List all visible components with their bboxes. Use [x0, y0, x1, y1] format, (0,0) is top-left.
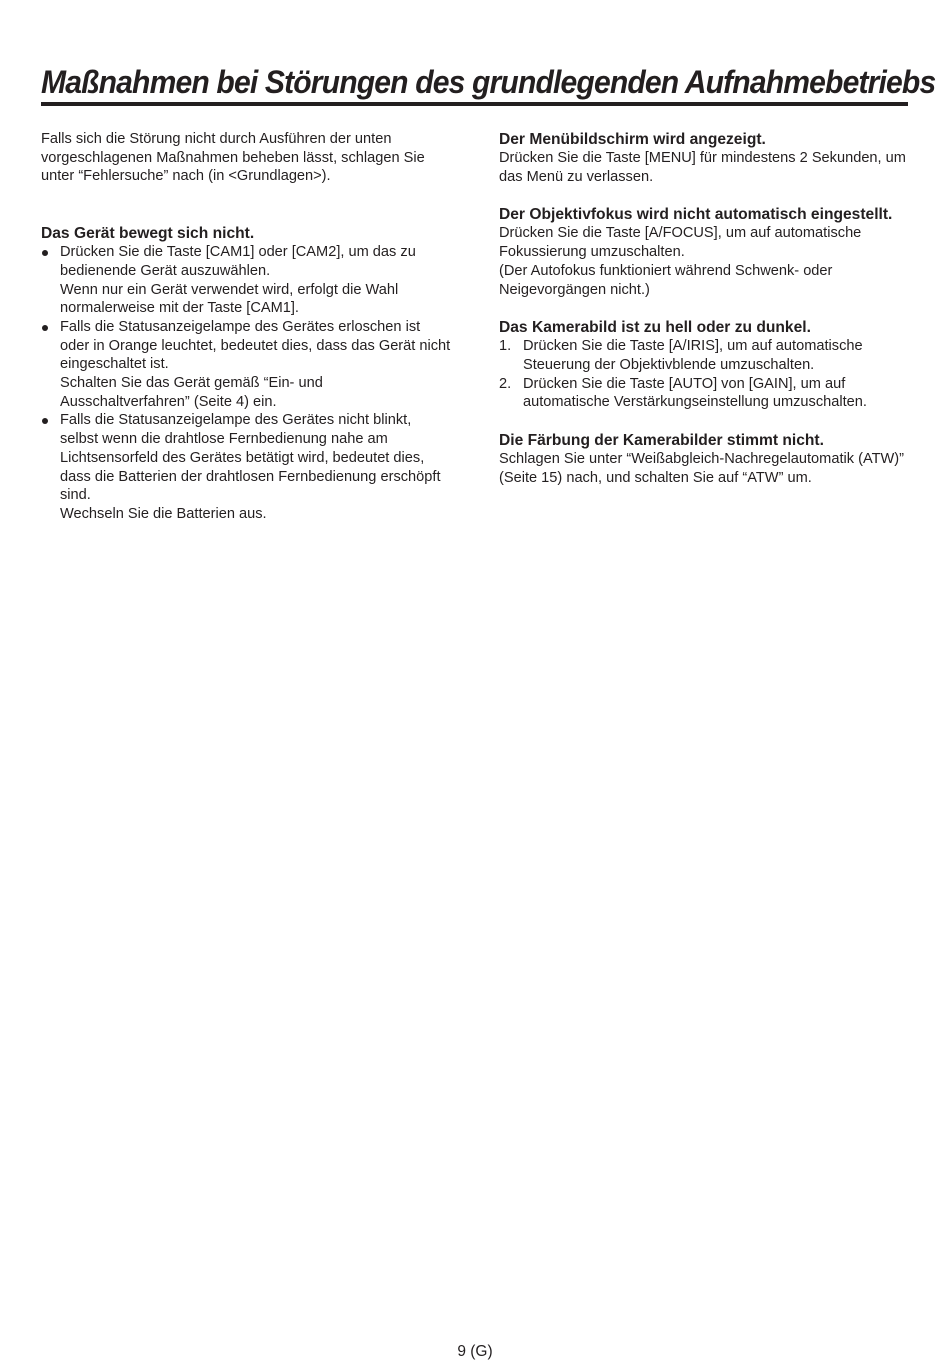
bullet-list: [41, 243, 451, 524]
section-lens-focus: [499, 205, 909, 299]
bullet-icon: [42, 325, 48, 331]
section-menu-screen: [499, 130, 909, 186]
section-heading: Der Objektivfokus wird nicht automatisch eingestellt.: [499, 206, 893, 224]
section-heading: Das Kamerabild ist zu hell oder zu dunkel.: [499, 319, 811, 337]
section-body: Drücken Sie die Taste [MENU] für mindestens 2 Sekunden, um das Menü zu verlassen.: [499, 150, 906, 185]
bullet-item: [41, 411, 451, 523]
bullet-icon: [42, 250, 48, 256]
section-heading: Der Menübildschirm wird angezeigt.: [499, 131, 766, 148]
page-number: 9 (G): [457, 1343, 493, 1360]
page-title: Maßnahmen bei Störungen des grundlegenden Aufnahmebetriebs: [41, 64, 936, 100]
left-column: [41, 130, 451, 543]
bullet-text: Drücken Sie die Taste [CAM1] oder [CAM2], um das zu bedienende Gerät auszuwählen.: [60, 244, 416, 279]
section-device-not-moving: [41, 224, 451, 524]
title-underline: [41, 102, 908, 106]
intro-paragraph: Falls sich die Störung nicht durch Ausführen der unten vorgeschlagenen Maßnahmen beheben lässt, schlagen Sie unter “Fehlersuche” nach (in <Grundlagen>).: [41, 131, 425, 185]
step-text: Drücken Sie die Taste [A/IRIS], um auf automatische Steuerung der Objektivblende umzuschalten.: [523, 338, 863, 373]
bullet-text: Falls die Statusanzeigelampe des Gerätes nicht blinkt, selbst wenn die drahtlose Fernbedienung nahe am Lichtsensorfeld des Gerätes betätigt wird, bedeutet dies, dass die Batterien der drahtlosen Fernbedienung erschöpft sind.: [60, 412, 441, 504]
bullet-followup: Wechseln Sie die Batterien aus.: [60, 505, 267, 522]
section-body: Schlagen Sie unter “Weißabgleich-Nachregelautomatik (ATW)” (Seite 15) nach, und schalten Sie auf “ATW” um.: [499, 451, 905, 486]
bullet-icon: [42, 418, 48, 424]
right-column: [499, 130, 909, 506]
step-number: 2.: [499, 375, 512, 392]
bullet-followup: Wenn nur ein Gerät verwendet wird, erfolgt die Wahl normalerweise mit der Taste [CAM1].: [60, 281, 399, 317]
bullet-item: [41, 318, 451, 412]
section-heading: Das Gerät bewegt sich nicht.: [41, 225, 255, 243]
bullet-item: [41, 243, 451, 318]
step-number: 1.: [499, 338, 512, 355]
section-color: [499, 431, 909, 487]
step-text: Drücken Sie die Taste [AUTO] von [GAIN], um auf automatische Verstärkungseinstellung umzuschalten.: [523, 375, 867, 411]
numbered-list: [499, 337, 909, 412]
section-note: (Der Autofokus funktioniert während Schwenk- oder Neigevorgängen nicht.): [499, 262, 833, 298]
section-brightness: [499, 318, 909, 412]
section-heading: Die Färbung der Kamerabilder stimmt nicht.: [499, 432, 824, 450]
list-item: [499, 337, 909, 374]
bullet-followup: Schalten Sie das Gerät gemäß “Ein- und Ausschaltverfahren” (Seite 4) ein.: [60, 375, 323, 410]
list-item: [499, 375, 909, 412]
section-body: Drücken Sie die Taste [A/FOCUS], um auf automatische Fokussierung umzuschalten.: [499, 225, 862, 261]
bullet-text: Falls die Statusanzeigelampe des Gerätes erloschen ist oder in Orange leuchtet, bedeutet dies, dass das Gerät nicht eingeschaltet ist.: [60, 318, 451, 373]
